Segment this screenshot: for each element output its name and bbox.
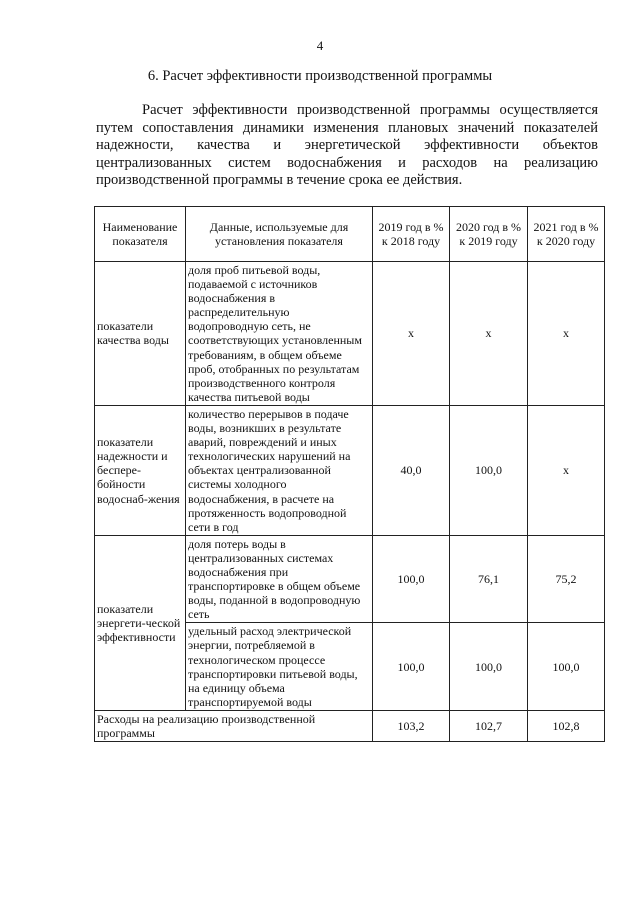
intro-paragraph: Расчет эффективности производственной программы осуществляется путем сопоставления динамики изменения плановых значений показателей надежности, качества и энергетической эффективности объектов централизованных систем водоснабжения и расходов на реализацию производственной программы в течение срока ее действия. xyxy=(96,102,598,189)
value-2019: 100,0 xyxy=(373,623,450,711)
total-2021: 102,8 xyxy=(528,710,605,741)
header-2021: 2021 год в % к 2020 году xyxy=(528,207,605,262)
value-2019: 40,0 xyxy=(373,405,450,535)
section-heading: 6. Расчет эффективности производственной программы xyxy=(147,68,493,84)
table-row xyxy=(95,262,605,406)
row-data: доля потерь воды в централизованных системах водоснабжения при транспортировке в общем объеме воды, поданной в водопроводную сеть xyxy=(186,535,373,623)
header-2019: 2019 год в % к 2018 году xyxy=(373,207,450,262)
value-2020: 100,0 xyxy=(450,623,528,711)
value-2019: x xyxy=(373,262,450,406)
value-2020: 100,0 xyxy=(450,405,528,535)
total-2020: 102,7 xyxy=(450,710,528,741)
total-2019: 103,2 xyxy=(373,710,450,741)
row-name: показатели качества воды xyxy=(95,262,186,406)
page-number: 4 xyxy=(316,38,324,53)
row-data: количество перерывов в подаче воды, возникших в результате аварий, повреждений и иных технологических нарушений на объектах централизованной системы холодного водоснабжения, в расчете на протяженность водопроводной сети в год xyxy=(186,405,373,535)
header-data: Данные, используемые для установления показателя xyxy=(186,207,373,262)
value-2021: 75,2 xyxy=(528,535,605,623)
value-2020: x xyxy=(450,262,528,406)
efficiency-table xyxy=(94,206,605,742)
value-2019: 100,0 xyxy=(373,535,450,623)
row-data: доля проб питьевой воды, подаваемой с источников водоснабжения в распределительную водопроводную сеть, не соответствующих установленным требованиям, в общем объеме проб, отобранных по результатам производственного контроля качества питьевой воды xyxy=(186,262,373,406)
table-row xyxy=(95,405,605,535)
value-2021: x xyxy=(528,262,605,406)
row-data: удельный расход электрической энергии, потребляемой в технологическом процессе транспортировки питьевой воды, на единицу объема транспортируемой воды xyxy=(186,623,373,711)
total-label: Расходы на реализацию производственной программы xyxy=(95,710,373,741)
value-2021: 100,0 xyxy=(528,623,605,711)
row-name: показатели энергети-ческой эффективности xyxy=(95,535,186,710)
header-2020: 2020 год в % к 2019 году xyxy=(450,207,528,262)
header-name: Наименование показателя xyxy=(95,207,186,262)
table-row xyxy=(95,535,605,623)
value-2021: x xyxy=(528,405,605,535)
value-2020: 76,1 xyxy=(450,535,528,623)
table-header-row xyxy=(95,207,605,262)
table-total-row xyxy=(95,710,605,741)
row-name: показатели надежности и беспере-бойности водоснаб-жения xyxy=(95,405,186,535)
